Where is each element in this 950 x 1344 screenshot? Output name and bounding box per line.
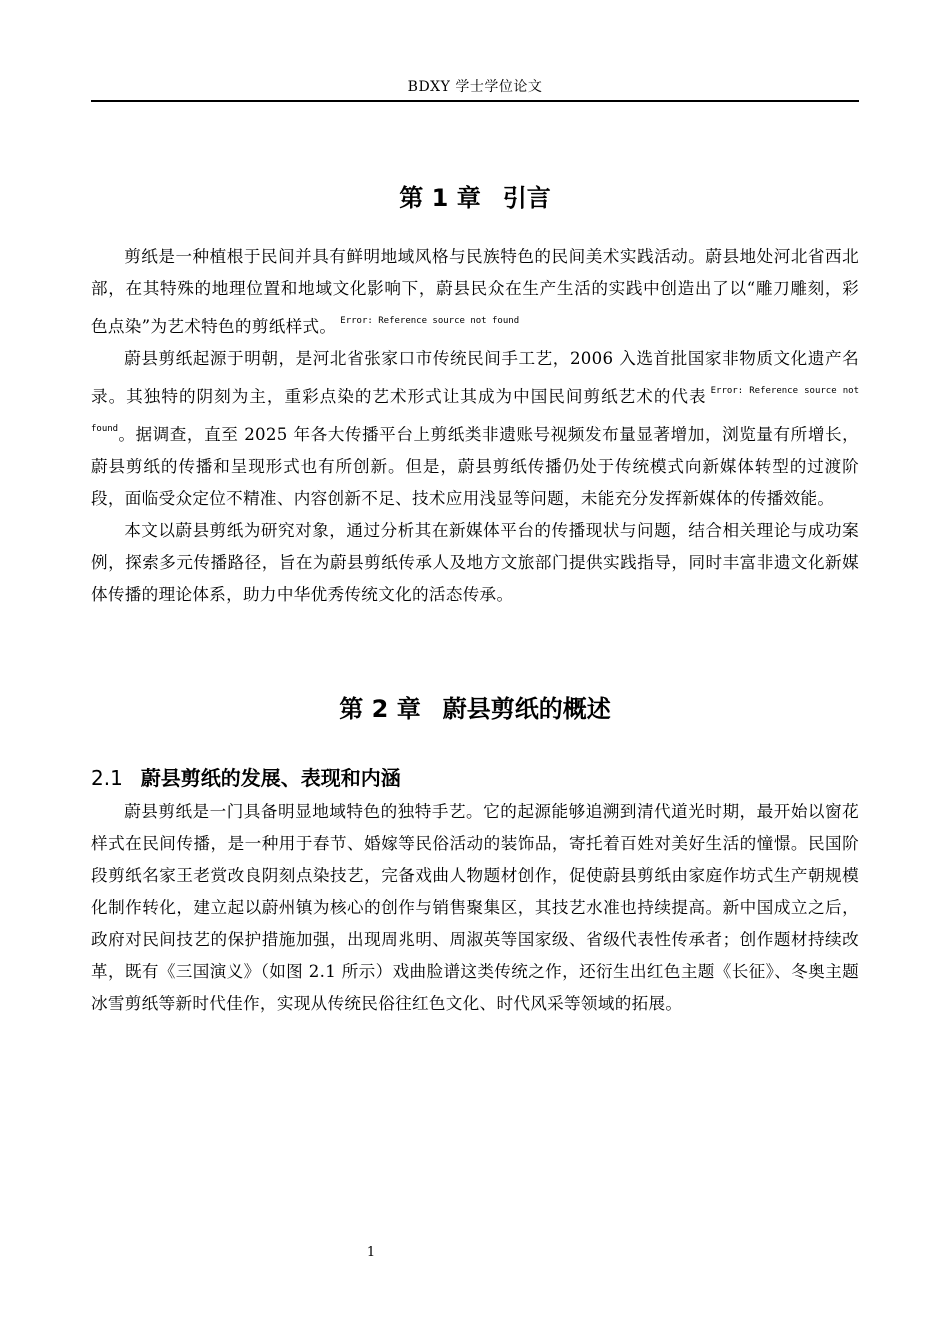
reference-error: Error: Reference source not found bbox=[91, 386, 859, 434]
chapter-2-title: 蔚县剪纸的概述 bbox=[442, 695, 611, 723]
paragraph: 蔚县剪纸是一门具备明显地域特色的独特手艺。它的起源能够追溯到清代道光时期，最开始以窗花样式在民间传播，是一种用于春节、婚嫁等民俗活动的装饰品，寄托着百姓对美好生活的憧憬。民国阶段剪纸名家王老赏改良阴刻点染技艺，完备戏曲人物题材创作，促使蔚县剪纸由家庭作坊式生产朝规模化制作转化，建立起以蔚州镇为核心的创作与销售聚集区，其技艺水准也持续提高。新中国成立之后，政府对民间技艺的保护措施加强，出现周兆明、周淑英等国家级、省级代表性传承者；创作题材持续改革，既有《三国演义》（如图 2.1 所示）戏曲脸谱这类传统之作，还衍生出红色主题《长征》、冬奥主题冰雪剪纸等新时代佳作，实现从传统民俗往红色文化、时代风采等领域的拓展。 bbox=[91, 802, 859, 1013]
section-number: 2.1 bbox=[91, 766, 123, 790]
paragraph: 本文以蔚县剪纸为研究对象，通过分析其在新媒体平台的传播现状与问题，结合相关理论与成功案例，探索多元传播路径，旨在为蔚县剪纸传承人及地方文旅部门提供实践指导，同时丰富非遗文化新媒体传播的理论体系，助力中华优秀传统文化的活态传承。 bbox=[91, 521, 859, 604]
chapter-2-number: 第 2 章 bbox=[339, 695, 421, 723]
chapter-1-body bbox=[91, 241, 859, 611]
reference-error: Error: Reference source not found bbox=[340, 316, 520, 326]
chapter-1-title: 引言 bbox=[502, 184, 551, 212]
page-number: 1 bbox=[366, 1245, 376, 1260]
paragraph-text: 剪纸是一种植根于民间并具有鲜明地域风格与民族特色的民间美术实践活动。蔚县地处河北省西北部，在其特殊的地理位置和地域文化影响下，蔚县民众在生产生活的实践中创造出了以“雕刀雕刻，彩色点染”为艺术特色的剪纸样式。 bbox=[91, 247, 859, 336]
section-2-1-body bbox=[91, 796, 859, 1020]
page-header-title: BDXY 学士学位论文 bbox=[407, 79, 543, 95]
paragraph-text: 蔚县剪纸起源于明朝，是河北省张家口市传统民间手工艺，2006 入选首批国家非物质文化遗产名录。其独特的阴刻为主，重彩点染的艺术形式让其成为中国民间剪纸艺术的代表 bbox=[91, 349, 859, 406]
chapter-1-number: 第 1 章 bbox=[399, 184, 481, 212]
section-title: 蔚县剪纸的发展、表现和内涵 bbox=[140, 766, 401, 790]
header-rule bbox=[91, 100, 859, 102]
paragraph bbox=[91, 343, 859, 515]
paragraph bbox=[91, 241, 859, 343]
chapter-1-heading bbox=[91, 178, 859, 213]
paragraph-text: 。据调查，直至 2025 年各大传播平台上剪纸类非遗账号视频发布量显著增加，浏览量有所增长，蔚县剪纸的传播和呈现形式也有所创新。但是，蔚县剪纸传播仍处于传统模式向新媒体转型的过渡阶段，面临受众定位不精准、内容创新不足、技术应用浅显等问题，未能充分发挥新媒体的传播效能。 bbox=[91, 425, 859, 508]
chapter-2-heading bbox=[91, 689, 859, 724]
section-2-1-heading bbox=[91, 762, 859, 791]
